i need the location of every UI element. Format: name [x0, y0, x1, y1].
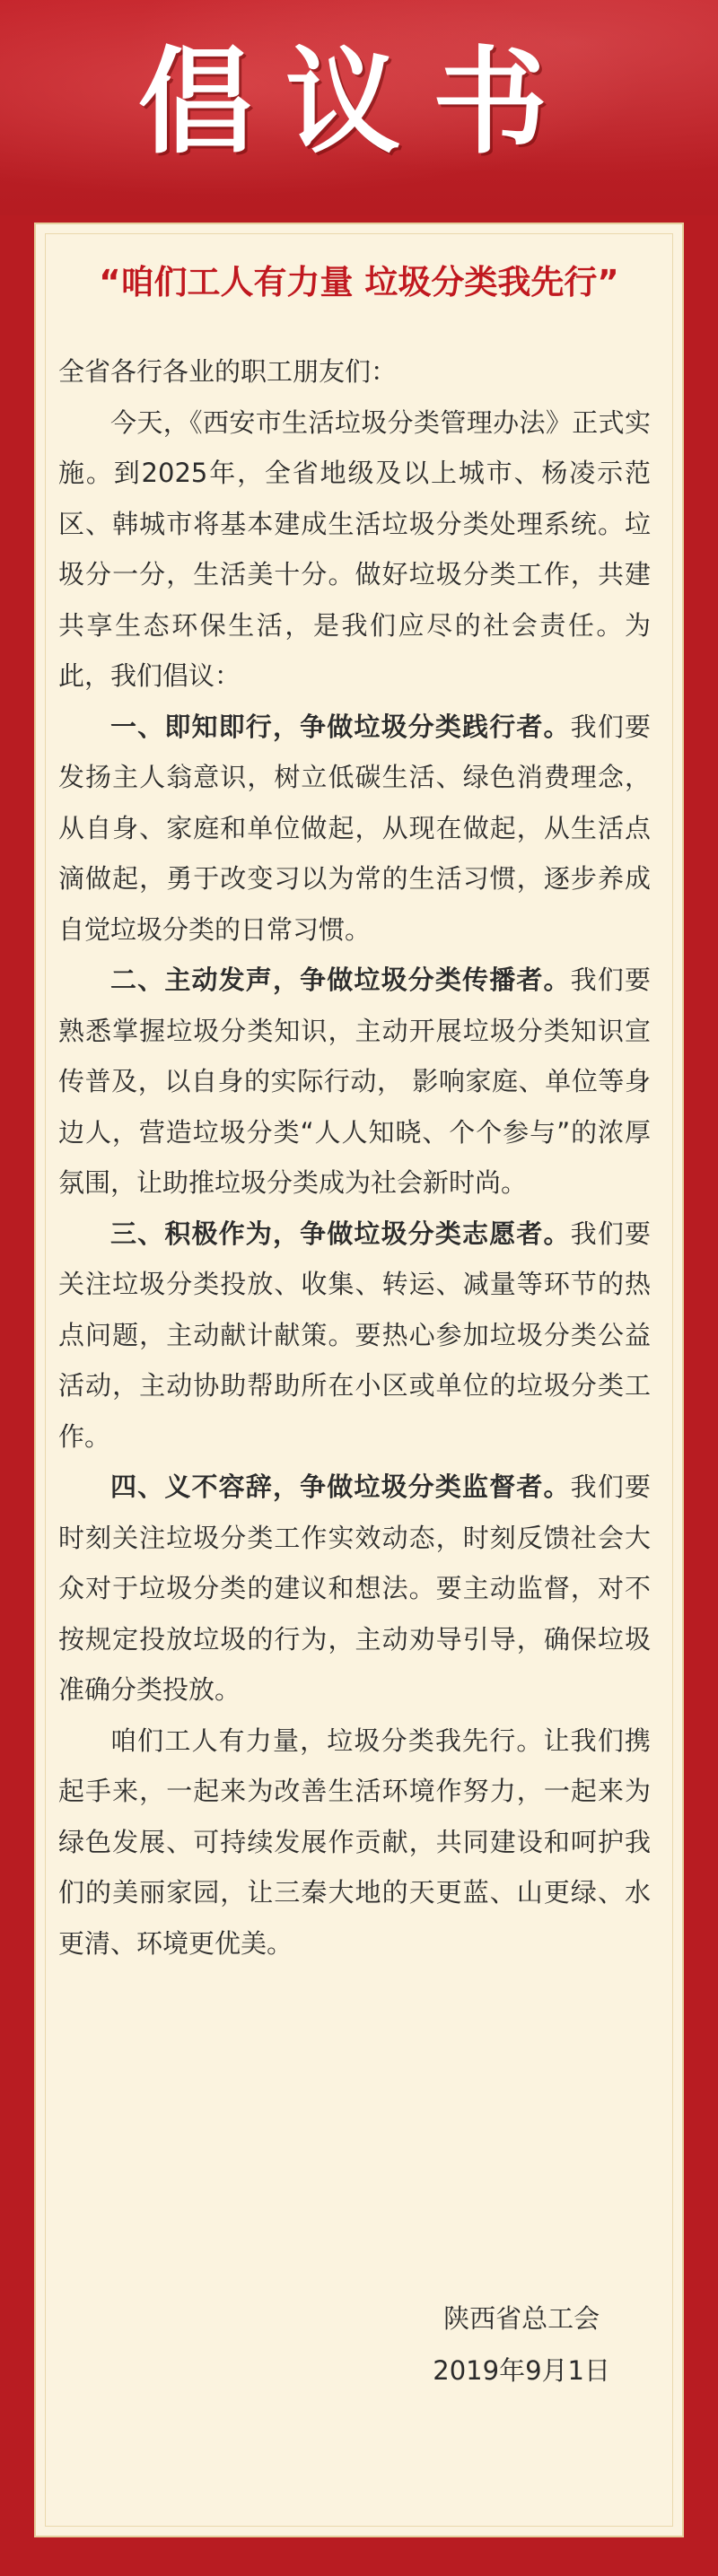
- item-text-2: 我们要熟悉掌握垃圾分类知识，主动开展垃圾分类知识宣传普及，以自身的实际行动， 影响家庭、单位等身边人，营造垃圾分类“人人知晓、个个参与”的浓厚氛围，让助推垃圾分类成为社会新时尚。: [58, 965, 651, 1198]
- item-lead-4: 四、义不容辞，争做垃圾分类监督者。: [110, 1471, 571, 1502]
- item-text-4: 我们要时刻关注垃圾分类工作实效动态，时刻反馈社会大众对于垃圾分类的建议和想法。要主动监督，对不按规定投放垃圾的行为，主动劝导引导，确保垃圾准确分类投放。: [58, 1471, 651, 1705]
- signature-block: [433, 2292, 610, 2397]
- item-lead-1: 一、即知即行，争做垃圾分类践行者。: [110, 711, 571, 742]
- item-paragraph-4: [58, 1462, 651, 1716]
- banner-title: 倡议书: [137, 36, 580, 170]
- document-panel: [34, 223, 684, 2537]
- item-paragraph-3: [58, 1209, 651, 1463]
- signature-date: 2019年9月1日: [433, 2355, 610, 2386]
- document-body: [58, 346, 651, 1969]
- right-frame: [684, 215, 718, 2576]
- item-lead-3: 三、积极作为，争做垃圾分类志愿者。: [110, 1218, 571, 1249]
- item-lead-2: 二、主动发声，争做垃圾分类传播者。: [110, 965, 571, 995]
- item-paragraph-1: [58, 702, 651, 956]
- item-paragraph-2: [58, 955, 651, 1209]
- signature-org: 陕西省总工会: [443, 2303, 600, 2334]
- item-text-3: 我们要关注垃圾分类投放、收集、转运、减量等环节的热点问题，主动献计献策。要热心参加垃圾分类公益活动，主动协助帮助所在小区或单位的垃圾分类工作。: [58, 1218, 651, 1452]
- closing-paragraph: 咱们工人有力量，垃圾分类我先行。让我们携起手来，一起来为改善生活环境作努力，一起来为绿色发展、可持续发展作贡献，共同建设和呵护我们的美丽家园，让三秦大地的天更蓝、山更绿、水更清、环境更优美。: [58, 1725, 651, 1959]
- salutation: 全省各行各业的职工朋友们：: [58, 356, 398, 387]
- item-text-1: 我们要发扬主人翁意识，树立低碳生活、绿色消费理念，从自身、家庭和单位做起，从现在做起，从生活点滴做起，勇于改变习以为常的生活习惯，逐步养成自觉垃圾分类的日常习惯。: [58, 711, 651, 945]
- header-banner: [0, 0, 718, 215]
- document-subtitle: “咱们工人有力量 垃圾分类我先行”: [99, 263, 619, 301]
- left-frame: [0, 215, 34, 2576]
- intro-paragraph: 今天，《西安市生活垃圾分类管理办法》正式实施。到2025年，全省地级及以上城市、杨凌示范区、韩城市将基本建成生活垃圾分类处理系统。垃圾分一分，生活美十分。做好垃圾分类工作，共建共享生态环保生活，是我们应尽的社会责任。为此，我们倡议：: [58, 406, 651, 691]
